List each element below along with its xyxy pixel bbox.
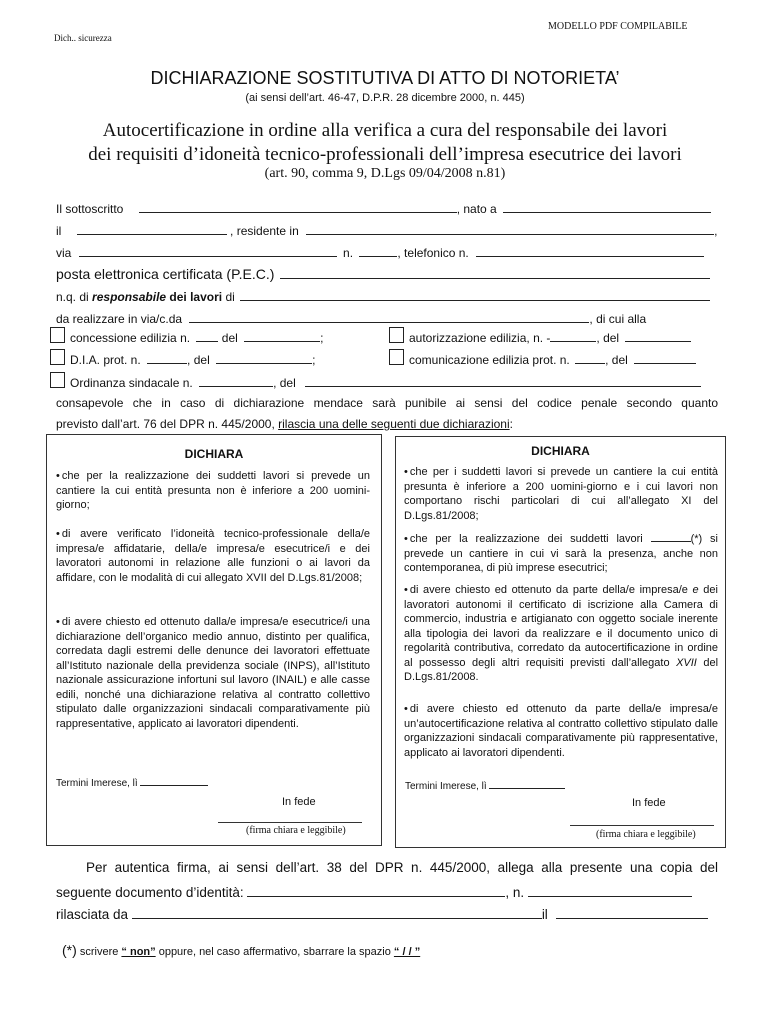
left-p3-text: di avere chiesto ed ottenuto dalla/e impresa/e esecutrice/i una dichiarazione dell’organico medio annuo, distinto per qualifica, corredata dagli estremi delle denunce dei lavoratori effettuate all’Istituto nazionale della previdenza sociale (INPS), all’Istituto nazionale assicurazione infortuni sul lavoro (INAIL) e alle casse edili, nonché una dichiarazione relativa al contratto collettivo stipulato dalle organizzazioni sindacali comparativamente più rappresentative, applicato ai lavoratori dipendenti. — [56, 616, 370, 730]
left-signature-line[interactable] — [218, 822, 362, 823]
documento-label: seguente documento d’identità: — [56, 885, 244, 900]
documento-number-field[interactable] — [528, 883, 692, 897]
right-paragraph-1: • che per i suddetti lavori si prevede un cantiere la cui entità presunta è inferiore a 200 uomini-giorno e i cui lavori non comportano rischi particolari di cui all’allegato XI del D.Lgs.81/2008; — [404, 466, 718, 522]
dia-date-field[interactable] — [216, 352, 312, 364]
right-dichiara-heading: DICHIARA — [531, 444, 590, 458]
right-p1-text: che per i suddetti lavori si prevede un cantiere la cui entità presunta è inferiore a 200 uomini-giorno e i cui lavori non comportano rischi particolari di cui all’allegato XI del D.Lgs.81/2008; — [404, 466, 718, 522]
autorizzazione-del: , del — [596, 331, 620, 345]
phone-field[interactable] — [476, 245, 704, 257]
right-paragraph-3: • di avere chiesto ed ottenuto da parte della/e impresa/e e dei lavoratori autonomi il certificato di iscrizione alla Camera di commercio, industria e artigianato con oggetto sociale inerente alla tipologia dei lavori da realizzare e il documento unico di regolarità contributiva, corredato da autocertificazione in ordine al possesso degli altri requisiti previsti dall’allegato XVII del D.Lgs.81/2008. — [404, 584, 719, 683]
nq-suffix: dei lavori — [169, 290, 223, 304]
legal-reference: (ai sensi dell’art. 46-47, D.P.R. 28 dicembre 2000, n. 445) — [245, 92, 525, 104]
autorizzazione-date-field[interactable] — [625, 330, 691, 342]
footnote-slash: “ / / ” — [393, 946, 421, 958]
dia-label: D.I.A. prot. n. — [70, 353, 141, 367]
footnote-text-b: oppure, nel caso affermativo, sbarrare la spazio — [158, 946, 391, 958]
left-date-field[interactable] — [140, 776, 208, 786]
comunicazione-date-field[interactable] — [634, 352, 696, 364]
left-paragraph-3: • di avere chiesto ed ottenuto dalla/e impresa/e esecutrice/i una dichiarazione dell’organico medio annuo, distinto per qualifica, corredata dagli estremi delle denunce dei lavoratori effettuate all’Istituto nazionale della previdenza sociale (INPS), all’Istituto nazionale assicurazione infortuni sul lavoro (INAIL) e alle casse edili, nonché una dichiarazione relativa al contratto collettivo stipulato dalle organizzazioni sindacali comparativamente più rappresentative, applicato ai lavoratori dipendenti. — [56, 616, 370, 730]
comunicazione-checkbox[interactable] — [389, 349, 404, 365]
row-pec — [56, 266, 710, 282]
dia-del: , del — [187, 353, 210, 367]
realizzare-field[interactable] — [189, 311, 589, 323]
residente-field[interactable] — [306, 223, 714, 235]
documento-n-label: , n. — [505, 885, 525, 900]
left-in-fede: In fede — [282, 796, 316, 808]
right-signature-line[interactable] — [570, 825, 714, 826]
concessione-label: concessione edilizia n. — [70, 331, 191, 345]
right-p3-text-b: dei lavoratori autonomi il certificato di iscrizione alla Camera di commercio, industria e artigianato con oggetto sociale inerente alla tipologia dei lavori da realizzare e il documento unico di regolarità contributiva, corredato da autocertificazione in ordine al possesso degli altri requisiti previsti dall’allegato — [404, 584, 718, 669]
nq-prefix: n.q. di — [56, 290, 89, 304]
row-documento — [56, 883, 692, 900]
right-paragraph-2: • che per la realizzazione dei suddetti lavori (*) si prevede un cantiere in cui vi sarà la presenza, anche non contemporanea, di più imprese esecutrici; — [404, 533, 718, 574]
row-nq — [56, 289, 710, 304]
autorizzazione-number-field[interactable] — [550, 330, 596, 342]
left-p1-text: che per la realizzazione dei suddetti lavori si prevede un cantiere la cui entità presunta non è inferiore a 200 uomini-giorno; — [56, 470, 370, 511]
autorizzazione-checkbox[interactable] — [389, 327, 404, 343]
doc-ref: Dich.. sicurezza — [54, 33, 112, 43]
left-place-date — [56, 776, 208, 789]
left-paragraph-2: • di avere verificato l’idoneità tecnico-professionale della/e impresa/e affidatarie, della/e impresa/e esecutrice/i e dei lavoratori autonomi in relazione alle funzioni o ai lavori da affidare, con le modalità di cui allegato XVII del D.Lgs.81/2008; — [56, 528, 370, 584]
dia-end: ; — [312, 353, 316, 367]
rilasciata-date-field[interactable] — [556, 905, 708, 919]
dia-checkbox[interactable] — [50, 349, 65, 365]
cui-alla-label: , di cui alla — [589, 312, 647, 326]
left-p2-text: di avere verificato l’idoneità tecnico-professionale della/e impresa/e affidatarie, della/e impresa/e esecutrice/i e dei lavoratori autonomi in relazione alle funzioni o ai lavori da affidare, con le modalità di cui allegato XVII del D.Lgs.81/2008; — [56, 528, 370, 584]
sottoscritto-label: Il sottoscritto — [56, 202, 124, 216]
concessione-checkbox[interactable] — [50, 327, 65, 343]
comunicazione-label: comunicazione edilizia prot. n. — [409, 353, 570, 367]
date-of-birth-field[interactable] — [77, 223, 227, 235]
ordinanza-number-field[interactable] — [199, 375, 273, 387]
concessione-end: ; — [320, 331, 324, 345]
row-ordinanza — [70, 375, 701, 390]
ordinanza-label: Ordinanza sindacale n. — [70, 376, 193, 390]
nq-role: responsabile — [92, 290, 167, 304]
page-title: DICHIARAZIONE SOSTITUTIVA DI ATTO DI NOTORIETA’ — [150, 68, 620, 88]
via-field[interactable] — [79, 245, 337, 257]
row-comunicazione — [409, 352, 696, 367]
right-p2-text-a: che per la realizzazione dei suddetti lavori — [409, 533, 643, 545]
comunicazione-del: , del — [605, 353, 628, 367]
via-label: via — [56, 246, 72, 260]
comunicazione-number-field[interactable] — [575, 352, 605, 364]
nq-di: di — [225, 290, 235, 304]
n-label: n. — [343, 246, 354, 260]
civic-number-field[interactable] — [359, 245, 397, 257]
autentica-line: Per autentica firma, ai sensi dell’art. 38 del DPR n. 445/2000, allega alla presente una copia del — [86, 860, 718, 875]
right-p3-xvii: XVII — [676, 656, 697, 669]
consapevole-text: previsto dall’art. 76 del DPR n. 445/2000, — [56, 417, 275, 431]
right-in-fede: In fede — [632, 797, 666, 809]
consapevole-line-1: consapevole che in caso di dichiarazione mendace sarà punibile ai sensi del codice penale secondo quanto — [56, 396, 718, 410]
consapevole-colon: : — [509, 417, 513, 431]
right-p3-text-a: di avere chiesto ed ottenuto da parte della/e impresa/e — [409, 584, 688, 596]
rilasciata-il-label: il — [541, 907, 548, 922]
dia-number-field[interactable] — [147, 352, 187, 364]
rilasciata-field[interactable] — [132, 905, 542, 919]
rilasciata-label: rilasciata da — [56, 907, 129, 922]
pec-label: posta elettronica certificata (P.E.C.) — [56, 266, 275, 282]
nato-a-field[interactable] — [503, 201, 711, 213]
residente-label: , residente in — [230, 224, 299, 238]
right-paragraph-4: • di avere chiesto ed ottenuto da parte della/e impresa/e un’autocertificazione relativa al contratto collettivo stipulato dalle organizzazioni sindacali comparativamente più rappresentative, applicato ai lavoratori dipendenti. — [404, 703, 718, 759]
nq-field[interactable] — [240, 289, 710, 301]
row-autorizzazione — [409, 330, 691, 345]
ordinanza-date-field[interactable] — [305, 375, 701, 387]
subtitle-reference: (art. 90, comma 9, D.Lgs 09/04/2008 n.81) — [264, 166, 506, 181]
subtitle-line-2: dei requisiti d’idoneità tecnico-professionali dell’impresa esecutrice dei lavori — [88, 144, 682, 165]
lavori-count-field[interactable] — [651, 532, 691, 542]
documento-field[interactable] — [247, 883, 505, 897]
left-paragraph-1: • che per la realizzazione dei suddetti lavori si prevede un cantiere la cui entità presunta non è inferiore a 200 uomini-giorno; — [56, 470, 370, 511]
row-concessione — [70, 330, 323, 345]
row-dia — [70, 352, 315, 367]
left-dichiara-heading: DICHIARA — [184, 447, 244, 461]
right-p3-e: e — [692, 584, 699, 596]
telefonico-label: , telefonico n. — [397, 246, 469, 260]
pec-field[interactable] — [280, 267, 710, 279]
nato-label: , nato a — [456, 202, 497, 216]
concessione-number-field[interactable] — [196, 330, 218, 342]
row-realizzare — [56, 311, 646, 326]
row-sottoscritto — [56, 201, 711, 216]
concessione-date-field[interactable] — [244, 330, 320, 342]
row-rilasciata — [56, 905, 708, 922]
right-p4-text: di avere chiesto ed ottenuto da parte della/e impresa/e un’autocertificazione relativa al contratto collettivo stipulato dalle organizzazioni sindacali comparativamente più rappresentative, applicato ai lavoratori dipendenti. — [404, 703, 718, 759]
model-label: MODELLO PDF COMPILABILE — [548, 21, 688, 32]
ordinanza-del: , del — [273, 376, 296, 390]
concessione-del: del — [221, 331, 238, 345]
right-p3-text-c: del D.Lgs.81/2008. — [404, 656, 719, 683]
row-il: il , residente in , — [56, 224, 718, 238]
right-place-label: Termini Imerese, lì — [405, 781, 487, 792]
subtitle-line-1: Autocertificazione in ordine alla verifica a cura del responsabile dei lavori — [102, 120, 668, 141]
il-label: il — [56, 224, 62, 238]
realizzare-label: da realizzare in via/c.da — [56, 312, 183, 326]
right-date-field[interactable] — [489, 779, 565, 789]
autorizzazione-label: autorizzazione edilizia, n. - — [409, 331, 551, 345]
right-p2-text-c: si prevede un cantiere in cui vi sarà la presenza, anche non contemporanea, di più imprese esecutrici; — [404, 533, 718, 574]
right-signature-caption: (firma chiara e leggibile) — [596, 829, 696, 840]
right-p2-star: (*) — [690, 533, 703, 545]
footnote — [62, 942, 420, 958]
left-place-label: Termini Imerese, lì — [56, 778, 138, 789]
right-place-date — [405, 779, 565, 792]
consapevole-line-2 — [56, 417, 513, 431]
row-via — [56, 245, 704, 260]
footnote-star: (*) — [62, 942, 77, 958]
sottoscritto-field[interactable] — [139, 201, 457, 213]
left-signature-caption: (firma chiara e leggibile) — [246, 825, 346, 836]
ordinanza-checkbox[interactable] — [50, 372, 65, 388]
footnote-non: “ non” — [121, 946, 156, 958]
consapevole-underlined: rilascia una delle seguenti due dichiarazioni — [278, 417, 510, 431]
footnote-text-a: scrivere — [79, 946, 119, 958]
